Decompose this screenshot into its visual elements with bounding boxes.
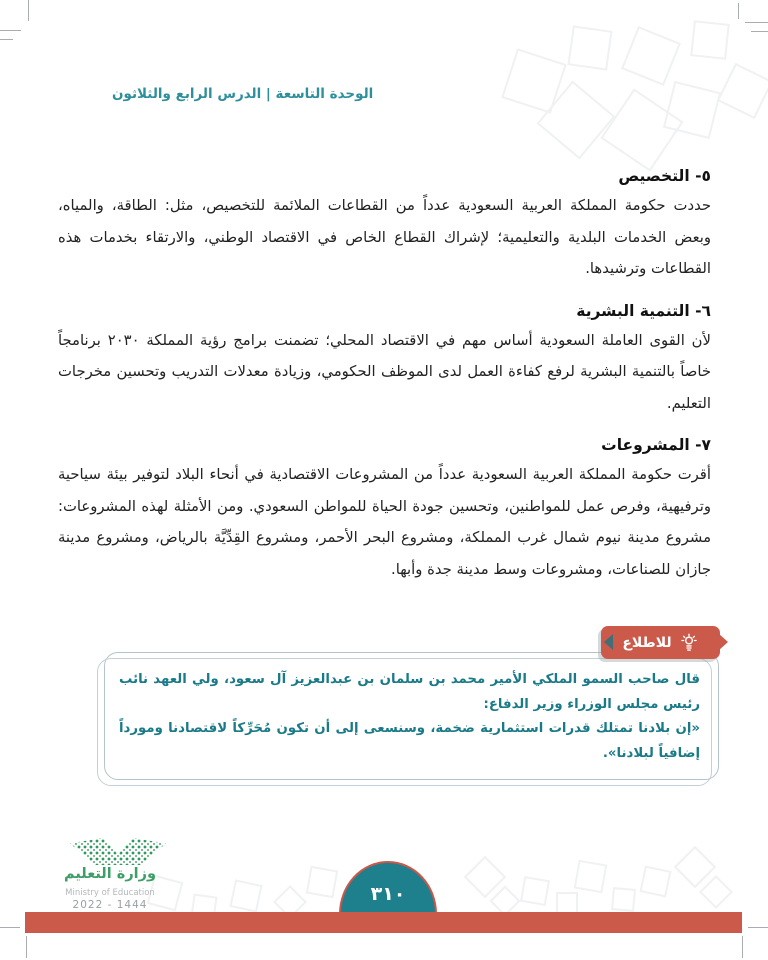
- decor-square: [567, 25, 612, 70]
- main-content: [58, 167, 711, 602]
- decor-square: [717, 63, 768, 119]
- badge-label: للاطلاع: [622, 634, 672, 651]
- ministry-name-arabic: وزارة التعليم: [63, 866, 156, 882]
- crop-mark-top-left-h: [0, 30, 21, 31]
- crop-mark-top-right-h2: [751, 31, 768, 32]
- decor-square: [699, 875, 733, 909]
- footer-bar: [25, 912, 742, 933]
- edition-year: 2022 - 1444: [72, 899, 148, 911]
- section-7-body: أقرت حكومة المملكة العربية السعودية عدداً من المشروعات الاقتصادية في أنحاء البلاد لتوفير بيئة سياحية وترفيهية، وفرص عمل للمواطنين، وتحسين جودة الحياة للمواطن السعودي. ومن الأمثلة لهذه المشروعات: مشروع مدينة نيوم شمال غرب المملكة، ومشروع البحر الأحمر، ومشروع القِدِّيَّة بالرياض، ومشروع مدينة جازان للصناعات، ومشروعات وسط مدينة جدة وأبها.: [58, 466, 711, 578]
- ministry-name-english: Ministry of Education: [65, 888, 155, 898]
- crop-mark-top-left-h2: [0, 39, 13, 40]
- decor-square: [229, 879, 262, 912]
- crop-mark-bottom-left-v: [26, 936, 27, 958]
- decor-square: [611, 887, 636, 912]
- crop-mark-top-right-h: [745, 22, 768, 23]
- section-7-title: ٧- المشروعات: [601, 436, 711, 454]
- section-6-title: ٦- التنمية البشرية: [576, 301, 711, 320]
- quote-text: «إن بلادنا تمتلك قدرات استثمارية ضخمة، وسنسعى إلى أن تكون مُحَرِّكاً لاقتصادنا ومورداً إضافياً لبلادنا».: [119, 721, 700, 761]
- crop-mark-bottom-right-h: [748, 927, 768, 928]
- quote-callout-box: [104, 652, 719, 780]
- section-5-body: حددت حكومة المملكة العربية السعودية عدداً من القطاعات الملائمة للتخصيص، مثل: الطاقة، والمياه، وبعض الخدمات البلدية والتعليمية؛ لإشراك القطاع الخاص في الاقتصاد الوطني، والارتقاء بخدمات هذه القطاعات وترشيدها.: [58, 197, 711, 277]
- crop-mark-top-left-v: [28, 0, 29, 21]
- decor-square: [556, 892, 578, 914]
- unit-lesson-header: الوحدة التاسعة | الدرس الرابع والثلاثون: [112, 86, 374, 102]
- crop-mark-top-right-v: [738, 3, 739, 19]
- decor-square: [574, 860, 608, 894]
- badge-right-tab: [718, 633, 728, 651]
- crop-mark-bottom-right-v: [742, 936, 743, 958]
- info-badge: [601, 626, 720, 659]
- badge-left-notch: [604, 634, 613, 650]
- lightbulb-icon: [679, 633, 699, 653]
- decor-square: [690, 20, 730, 60]
- page-number-circle: [339, 861, 437, 914]
- decor-square: [520, 876, 550, 906]
- ministry-logo-icon: [70, 838, 166, 865]
- decor-square: [639, 865, 671, 897]
- quote-attribution: قال صاحب السمو الملكي الأمير محمد بن سلمان بن عبدالعزيز آل سعود، ولي العهد نائب رئيس مجلس الوزراء وزير الدفاع:: [119, 672, 700, 712]
- decor-square: [306, 866, 338, 898]
- page-number: ٣١٠: [370, 883, 406, 905]
- section-6-body: لأن القوى العاملة السعودية أساس مهم في الاقتصاد المحلي؛ تضمنت برامج رؤية المملكة ٢٠٣٠ برنامجاً خاصاً بالتنمية البشرية لرفع كفاءة العمل لدى الموظف الحكومي، وزيادة معدلات التدريب وتحسين مخرجات التعليم.: [58, 331, 711, 412]
- section-5-title: ٥- التخصيص: [618, 167, 711, 185]
- crop-mark-bottom-left-h: [0, 927, 20, 928]
- decor-square: [621, 26, 681, 86]
